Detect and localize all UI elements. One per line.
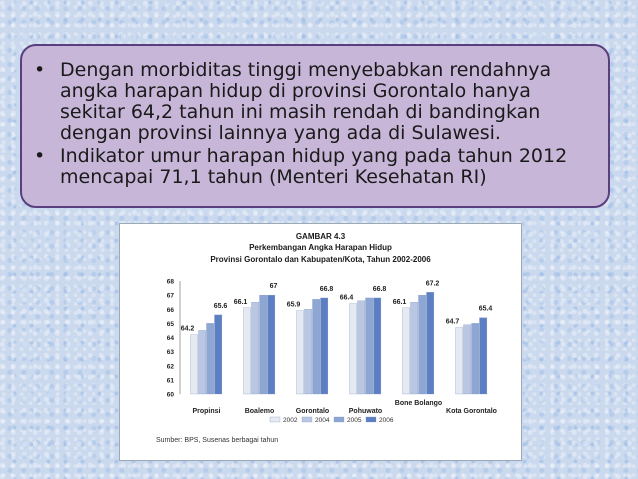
text-box: [20, 44, 610, 208]
bar: [464, 325, 471, 394]
data-label: 64.7: [445, 318, 460, 326]
bar: [366, 298, 373, 394]
y-tick-label: 67: [166, 292, 174, 300]
bar: [215, 315, 222, 394]
bar: [427, 292, 434, 394]
category-label: Kota Gorontalo: [446, 408, 497, 415]
bar: [244, 308, 251, 394]
bar: [480, 318, 487, 394]
bar: [252, 302, 259, 394]
chart-subtitle: Perkembangan Angka Harapan Hidup: [249, 243, 392, 252]
data-label: 65.9: [286, 301, 301, 309]
y-tick-label: 64: [166, 335, 174, 342]
data-label: 66.1: [233, 298, 248, 306]
bar: [191, 335, 198, 394]
category-label: Boalemo: [244, 408, 275, 415]
bar: [456, 328, 463, 394]
category-label: Bone Bolango: [394, 400, 443, 407]
data-label: 66.8: [319, 285, 334, 293]
data-label: 64.2: [180, 325, 195, 333]
bar: [207, 323, 214, 394]
data-label: 66.1: [392, 298, 407, 306]
bar: [313, 299, 320, 394]
bar: [403, 308, 410, 394]
bar: [297, 311, 304, 394]
bar: [260, 295, 267, 394]
bullet-symbol: •: [34, 59, 46, 81]
bullet-text-morbidity: Dengan morbiditas tinggi menyebabkan rendahnya angka harapan hidup di provinsi Gorontalo hanya sekitar 64,2 tahun ini masih rendah di bandingkan dengan provinsi lainnya yang ada di Sulawesi.: [60, 59, 552, 144]
chart-source: Sumber: BPS, Susenas berbagai tahun: [156, 437, 279, 444]
category-label: Pohuwato: [348, 408, 383, 415]
y-tick-label: 68: [166, 278, 174, 286]
bar: [419, 295, 426, 394]
data-label: 65.4: [478, 305, 493, 313]
bar: [472, 323, 479, 394]
bullet-item-morbidity: [34, 60, 598, 144]
y-tick-label: 61: [166, 377, 174, 385]
bullet-item-indicator: [34, 146, 598, 188]
legend-label: 2004: [315, 417, 330, 424]
y-tick-label: 66: [166, 306, 174, 314]
y-tick-label: 63: [166, 349, 174, 357]
chart-subtitle-2: Provinsi Gorontalo dan Kabupaten/Kota, Tahun 2002-2006: [210, 255, 431, 264]
y-tick-label: 65: [166, 320, 174, 328]
bar: [268, 295, 275, 394]
bar: [358, 301, 365, 394]
category-label: Propinsi: [192, 408, 221, 415]
data-label: 67.2: [425, 280, 440, 288]
legend-swatch: [270, 417, 280, 422]
chart-image: [119, 223, 522, 461]
legend-swatch: [334, 417, 344, 422]
data-label: 66.8: [372, 285, 387, 293]
legend-label: 2005: [347, 417, 362, 424]
data-label: 67: [269, 283, 278, 291]
data-label: 65.6: [213, 302, 228, 310]
bar: [305, 309, 312, 394]
bar: [321, 298, 328, 394]
y-tick-label: 62: [166, 363, 174, 371]
bar: [374, 298, 381, 394]
category-label: Gorontalo: [295, 408, 330, 415]
data-label: 66.4: [339, 294, 354, 302]
legend-swatch: [302, 417, 312, 422]
legend-label: 2002: [283, 417, 298, 424]
y-tick-label: 60: [166, 391, 174, 399]
legend-label: 2006: [379, 417, 394, 424]
legend-swatch: [366, 417, 376, 422]
bar-chart: [120, 224, 523, 462]
bullet-symbol: •: [34, 145, 46, 167]
bullet-text-indicator: Indikator umur harapan hidup yang pada tahun 2012 mencapai 71,1 tahun (Menteri Kesehatan RI): [60, 145, 568, 188]
bar: [411, 302, 418, 394]
bar: [350, 304, 357, 394]
bar: [199, 330, 206, 394]
chart-title: GAMBAR 4.3: [295, 232, 346, 241]
